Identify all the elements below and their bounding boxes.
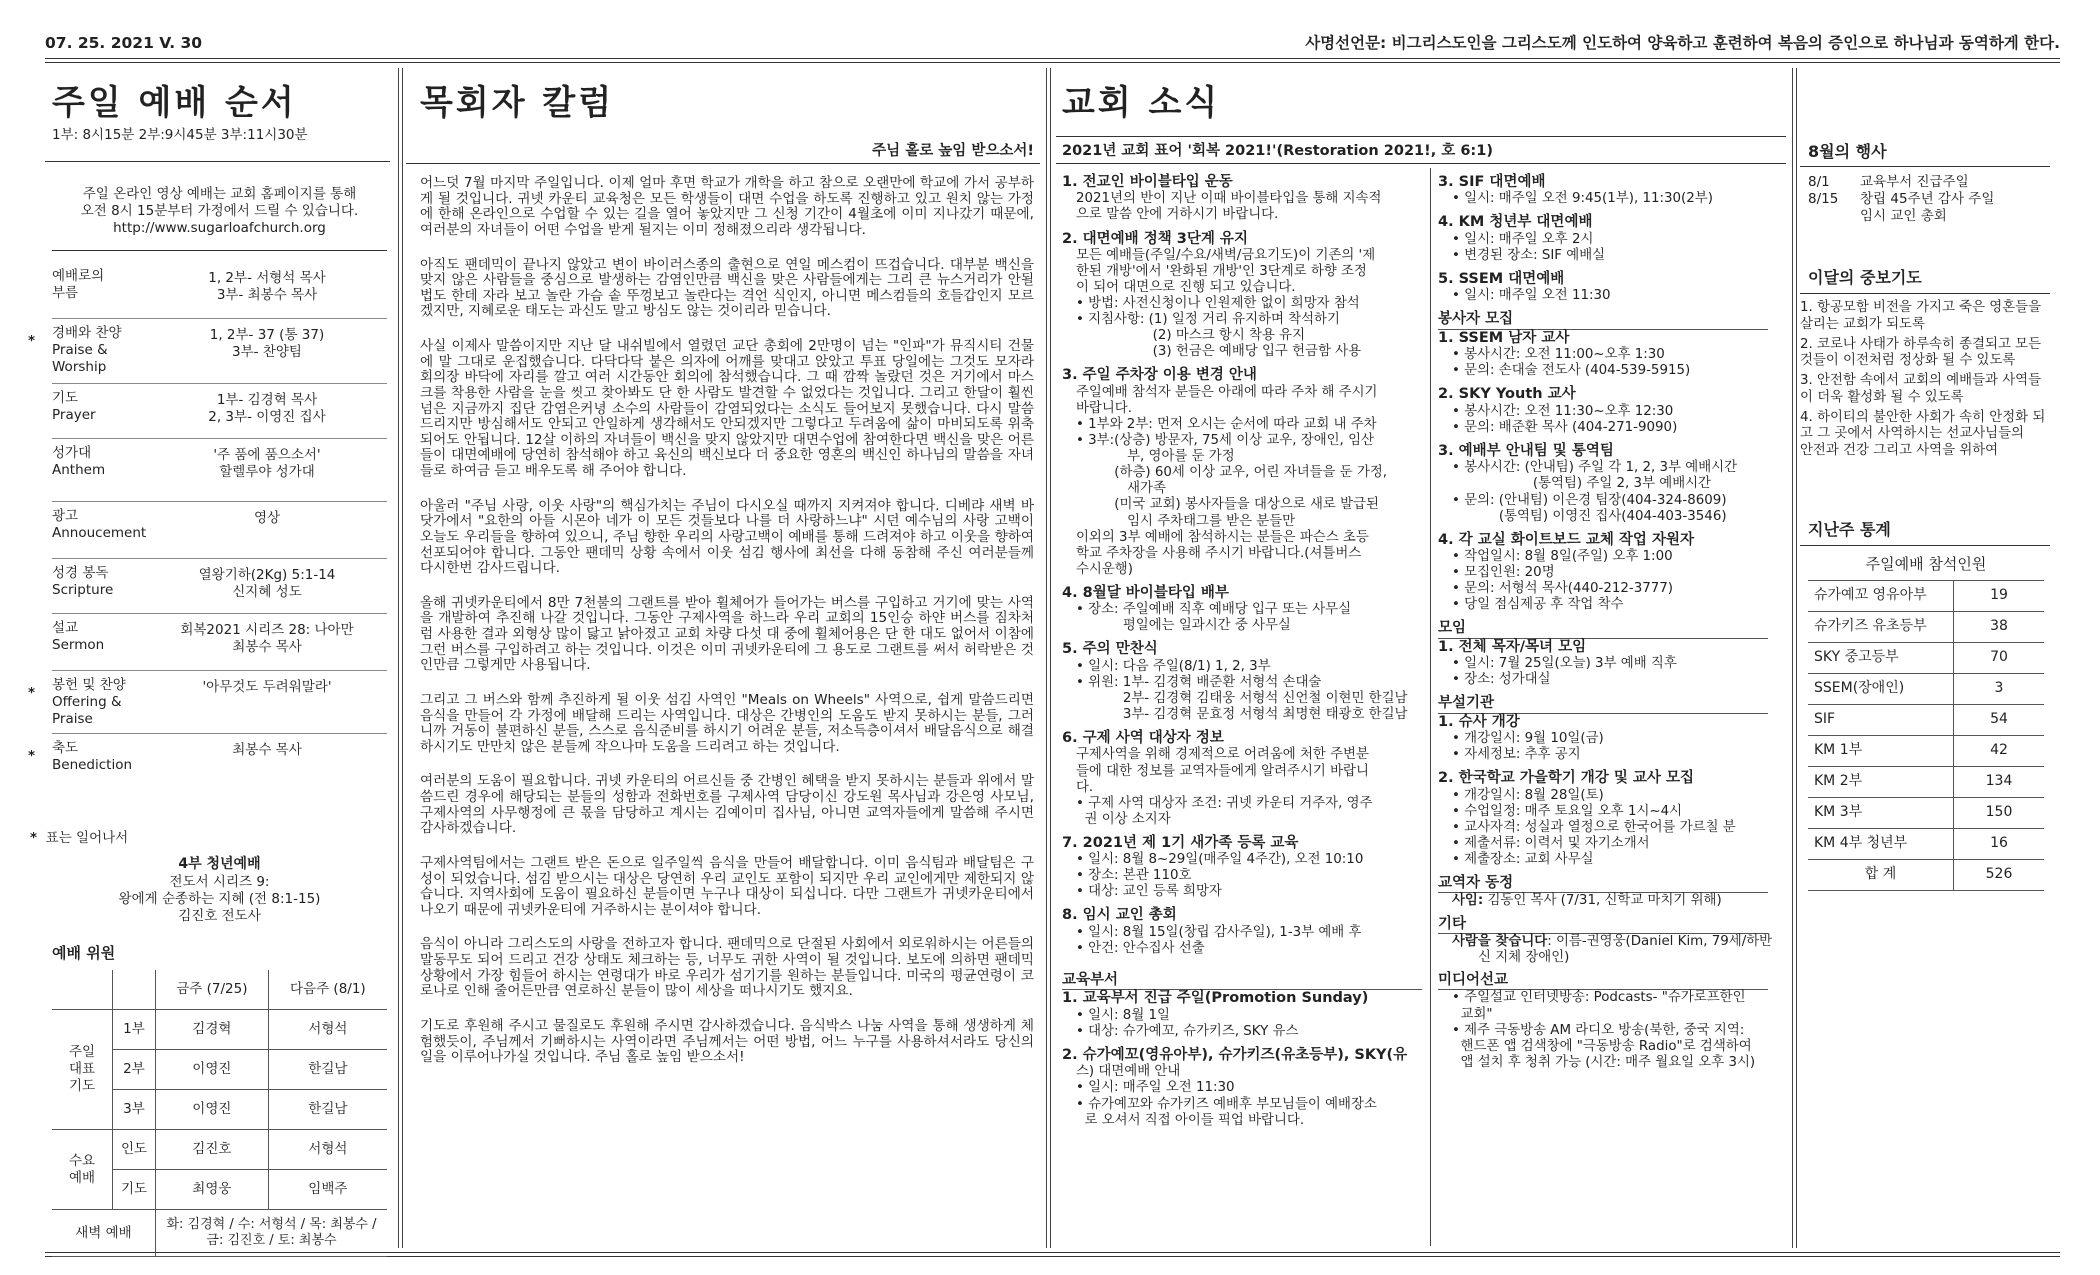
committee-cell: 김진호 <box>156 1130 269 1170</box>
missing-person-label: 사람을 찾습니다 <box>1452 933 1548 949</box>
news-item-line: 부, 영아를 둔 가정 <box>1076 449 1235 465</box>
news-item-line: • 위원: 1부- 김경혁 배준환 서형석 손대술 <box>1076 674 1322 690</box>
youth-title: 4부 청년예배 <box>178 856 261 872</box>
news-item-line: • 슈가예꼬와 슈가키즈 예배후 부모님들이 예배장소 <box>1076 1096 1377 1112</box>
date-volume: 07. 25. 2021 V. 30 <box>45 34 203 52</box>
order-label: 봉헌 및 찬양 Offering & Praise <box>52 677 126 727</box>
stats-name: 슈가예꼬 영유아부 <box>1808 581 1954 612</box>
youth-line: 전도서 시리즈 9: <box>169 873 270 890</box>
news-item-line: 구제사역을 위해 경제적으로 어려움에 처한 주변분 <box>1076 747 1369 763</box>
worship-order-item <box>28 734 387 776</box>
event-item <box>1808 174 2048 191</box>
news-item-line: • 제출서류: 이력서 및 자기소개서 <box>1452 835 1650 851</box>
news-item-line: • 장소: 본관 110호 <box>1076 868 1192 884</box>
standing-mark: * <box>28 748 36 764</box>
order-value: 영상 <box>253 510 281 526</box>
news-item-line: 주일예배 참석자 분들은 아래에 따라 주차 해 주시기 <box>1076 384 1378 400</box>
online-notice <box>52 186 387 237</box>
column-paragraph: 구제사역팀에서는 그랜트 받은 돈으로 일주일씩 음식을 만들어 배달합니다. 이미 음식팀과 배달팀은 구성이 되었습니다. 섬김 받으시는 대상은 당연히 우리 교인도 포함이 되지만 우리 교인에게만 제한되지 않습니다. 지역사회에 도움이 필요하신 분들이면 누구나 대상이 되십니다. 다만 그랜트가 귀넷카운티에서 나오기 때문에 귀넷카운티에 거주하시는 분이셔야 합니다. <box>420 854 1035 918</box>
stand-note: * 표는 일어나서 <box>30 830 129 846</box>
news-item-heading: 5. 주의 만찬식 <box>1062 641 1158 658</box>
worship-order-item <box>52 559 387 614</box>
news-item-line: 2021년의 반이 지난 이때 바이블타입을 통해 지속적 <box>1076 191 1382 207</box>
news-item-line: 들에 대한 정보를 교역자들에게 알려주시기 바랍니 <box>1076 763 1369 779</box>
stats-count: 3 <box>1954 674 2045 705</box>
order-value: 회복2021 시리즈 28: 나아만 최봉수 목사 <box>180 622 354 655</box>
committee-cell: 임백주 <box>268 1170 387 1210</box>
worship-order-item <box>52 614 387 671</box>
news-item-line: • 교사자격: 성실과 열정으로 한국어를 가르칠 분 <box>1452 819 1736 835</box>
event-date: 8/15 <box>1808 191 1839 207</box>
committee-cell: 이영진 <box>156 1050 269 1090</box>
online-notice-line: 오전 8시 15분부터 가정에서 드릴 수 있습니다. <box>80 203 359 219</box>
stats-head: 주일예배 참석인원 <box>1808 548 2044 581</box>
news-item-line: • 장소: 성가대실 <box>1452 672 1551 688</box>
divider <box>45 161 390 162</box>
news-item-line: • 방법: 사전신청이나 인원제한 없이 희망자 참석 <box>1076 296 1360 312</box>
media-line: 핸드폰 앱 검색창에 "극동방송 Radio"로 검색하여 <box>1452 1038 1752 1054</box>
committee-cell: 한길남 <box>268 1050 387 1090</box>
stats-name: KM 3부 <box>1808 798 1954 829</box>
news-item-heading: 3. SIF 대면예배 <box>1438 174 1546 190</box>
news-item-heading: 3. 주일 주차장 이용 변경 안내 <box>1062 367 1257 384</box>
news-item-heading: 4. 8월달 바이블타입 배부 <box>1062 584 1229 601</box>
prayer-list <box>1800 300 2058 463</box>
news-item <box>1438 271 1783 304</box>
news-item <box>1438 386 1783 436</box>
order-label: 예배로의 부름 <box>52 268 105 301</box>
divider <box>1800 545 2050 546</box>
events-title: 8월의 행사 <box>1808 142 1887 161</box>
worship-order-item <box>28 671 387 734</box>
news-item <box>1438 174 1783 207</box>
news-item-heading: 2. 대면예배 정책 3단계 유지 <box>1062 230 1248 247</box>
staff-news <box>1438 893 1783 909</box>
column-divider <box>1046 68 1051 1248</box>
order-label: 성가대 Anthem <box>52 445 106 478</box>
news-item-line: • 일시: 매주일 오후 2시 <box>1452 231 1594 247</box>
column-paragraph: 아직도 팬데믹이 끝나지 않았고 변이 바이러스종의 출현으로 연일 메스컴이 뜨겁습니다. 대부분 백신을 맞지 않은 사람들을 중심으로 발생하는 감염인만큼 백신을 맞은 사람들에게는 그리 큰 뉴스거리가 안될 법도 한데 자라 보고 놀란 가슴 솥 뚜껑보고 놀란다는 격언 식인지, 아니면 메스컴들의 호들갑인지 모르겠지만, 지혜로운 태도는 과신도 말고 방심도 않는 것이리라 믿습니다. <box>420 256 1034 320</box>
event-item <box>1808 191 2048 225</box>
worship-title: 주일 예배 순서 <box>52 83 297 123</box>
stats-count: 526 <box>1954 860 2045 891</box>
stats-row <box>1808 674 2044 705</box>
missing-person-text: : 이름-권영웅(Daniel Kim, 79세/하반 <box>1547 933 1773 949</box>
stats-count: 16 <box>1954 829 2045 860</box>
news-item <box>1062 641 1427 723</box>
news-item-heading: 5. SSEM 대면예배 <box>1438 271 1565 288</box>
stats-title: 지난주 통계 <box>1808 520 1891 539</box>
stats-count: 54 <box>1954 705 2045 736</box>
prayer-item: 4. 하이티의 불안한 사회가 속히 안정화 되 고 그 곳에서 사역하시는 선교사님들의 안전과 건강 그리고 사역을 위하여 <box>1800 409 2046 458</box>
news-item <box>1062 174 1427 224</box>
stats-name: SIF <box>1808 705 1954 736</box>
news-item <box>1062 990 1427 1040</box>
news-item <box>1438 330 1783 380</box>
news-item-line: 으로 말씀 안에 거하시기 바랍니다. <box>1076 207 1279 223</box>
news-item-line: 수시운행) <box>1076 561 1133 577</box>
event-text: 교육부서 진급주일 <box>1860 174 1969 190</box>
news-item <box>1062 730 1427 828</box>
order-label: 경배와 찬양 Praise & Worship <box>52 325 122 375</box>
news-item-line: • 일시: 다음 주일(8/1) 1, 2, 3부 <box>1076 658 1271 674</box>
prayer-item: 3. 안전함 속에서 교회의 예배들과 사역들 이 더욱 활성화 될 수 있도록 <box>1800 373 2042 405</box>
column-paragraph: 아울러 "주님 사랑, 이웃 사랑"의 핵심가치는 주님이 다시오실 때까지 지켜져야 합니다. 디베랴 새벽 바닷가에서 "요한의 아들 시몬아 네가 이 모든 것들보다 나를 더 사랑하느냐" 시던 예수님의 사랑 고백이 오늘도 우리들을 향하여 있으니, 주님 향한 우리의 사랑고백이 예배를 통해 드려져야 하고 이웃을 향하여 선포되어야 합니다. 그동안 팬데믹 상황 속에서 이웃 섬김 행사에 최선을 다해 동참해 주신 여러분들께 다시한번 감사드립니다. <box>420 497 1034 577</box>
news-item-line: • 당일 점심제공 후 작업 착수 <box>1452 597 1624 613</box>
committee-part: 인도 <box>113 1130 156 1170</box>
committee-dawn-label: 새벽 예배 <box>52 1210 156 1257</box>
news-item-heading: 4. KM 청년부 대면예배 <box>1438 214 1593 231</box>
column-paragraph: 그리고 그 버스와 함께 추진하게 될 이웃 섬김 사역인 "Meals on Wheels" 사역으로, 쉽게 말씀드리면 음식을 만들어 각 가정에 배달해 드리는 사역입니다. 대상은 간병인의 도움도 받지 못하시는 분들, 그러니까 거동이 불편하신 분들, 스스로 음식준비를 하시기 어려운 분들, 저소득층이셔서 배달음식으로 해결하시기도 만만치 않은 분들께 작으나마 도움을 드리려고 하는 것입니다. <box>420 691 1034 755</box>
news-item-line: (하층) 60세 이상 교우, 어린 자녀들을 둔 가정, <box>1076 465 1388 481</box>
column-paragraph: 올해 귀넷카운티에서 8만 7천불의 그랜트를 받아 휠체어가 들어가는 버스를 구입하고 거기에 맞는 사역을 개발하여 추진해 나갈 것입니다. 그동안 구제사역을 하느라 우리 교회의 15인승 하얀 버스를 짐차처럼 사용한 결과 외형상 많이 닳고 낡아졌고 교회 차량 다섯 대 중에 휠체어용은 단 한 대도 없어서 이참에 그런 버스를 구입하려고 하는 것입니다. 이것은 이미 귀넷카운티에 그 용도로 그랜트를 써서 허락받은 것인만큼 그렇게만 사용됩니다. <box>420 594 1034 674</box>
stats-row <box>1808 612 2044 643</box>
news-category: 봉사자 모집 <box>1438 311 1768 329</box>
online-notice-line: 주일 온라인 영상 예배는 교회 홈페이지를 통해 <box>82 186 357 202</box>
order-label: 광고 Annoucement <box>52 508 147 541</box>
order-label: 축도 Benediction <box>52 740 133 773</box>
prayer-title: 이달의 중보기도 <box>1808 268 1922 287</box>
stats-row <box>1808 736 2044 767</box>
standing-mark: * <box>28 333 36 349</box>
order-value: 1부- 김경혁 목사 2, 3부- 이영진 집사 <box>208 392 326 425</box>
prayer-item: 1. 항공모함 비전을 가지고 죽은 영혼들을 살리는 교회가 되도록 <box>1800 300 2042 332</box>
news-item-line: • 개강일시: 8월 28일(토) <box>1452 787 1604 803</box>
news-divider <box>1430 168 1431 1246</box>
worship-order-item <box>52 502 387 559</box>
news-item-line: • 모집인원: 20명 <box>1452 565 1555 581</box>
order-value: '주 품에 품으소서' 할렐루야 성가대 <box>213 447 321 480</box>
news-item-line: • 문의: 손대술 전도사 (404-539-5915) <box>1452 363 1691 379</box>
news-item-line: • 수업일정: 매주 토요일 오후 1시~4시 <box>1452 803 1683 819</box>
news-item <box>1438 770 1783 868</box>
stats-count: 150 <box>1954 798 2045 829</box>
news-category: 교육부서 <box>1062 972 1422 990</box>
divider <box>406 163 1040 164</box>
stats-row <box>1808 643 2044 674</box>
worship-order-table <box>26 262 394 776</box>
news-item <box>1438 532 1783 614</box>
news-category: 부설기관 <box>1438 695 1768 713</box>
committee-part: 기도 <box>113 1170 156 1210</box>
stats-row <box>1808 829 2044 860</box>
news-item-line: 스) 대면예배 안내 <box>1076 1064 1181 1080</box>
news-item-line: • 지침사항: (1) 일정 거리 유지하며 착석하기 <box>1076 312 1340 328</box>
missing-person-notice <box>1438 934 1783 966</box>
stats-name: KM 1부 <box>1808 736 1954 767</box>
staff-news-label: 사임: <box>1452 893 1484 909</box>
column-paragraph: 어느덧 7월 마지막 주일입니다. 이제 얼마 후면 학교가 개학을 하고 참으로 오랜만에 학교에 가서 공부하게 될 것입니다. 귀넷 카운티 교육청은 모든 학생들이 대면 수업을 하도록 진행하고 있고 원치 않는 가정에 한해 온라인으로 수업할 수 있는 길을 열어 놓았지만 그 신청 기간이 4월초에 이미 지나갔기 때문에, 여러분의 자녀들이 어떤 수업을 받게 될지는 이미 정해졌으리라 생각됩니다. <box>420 175 1034 238</box>
news-item-line: • 1부와 2부: 먼저 오시는 순서에 따라 교회 내 주차 <box>1076 417 1377 433</box>
worship-order-section <box>52 82 387 144</box>
column-paragraph: 음식이 아니라 그리스도의 사랑을 전하고자 합니다. 팬데믹으로 단절된 사회에서 외로워하시는 어른들의 말동무도 되어 드리고 건강 상태도 체크하는 등, 너무도 귀한 사역이 될 것입니다. 보도에 의하면 팬데믹 상황에서 가장 힘들어 하시는 연령대가 바로 우리가 섬기기를 원하는 분들입니다. 미국의 평균연령이 코로나로 인해 줄어든만큼 연로하신 분들이 많이 세상을 떠나시기도 했지요. <box>420 936 1034 1000</box>
news-item <box>1438 639 1783 689</box>
worship-order-item <box>52 384 387 439</box>
news-item-line: • 봉사시간: 오전 11:00~오후 1:30 <box>1452 347 1665 363</box>
news-item-line: 바랍니다. <box>1076 400 1132 416</box>
news-title: 교회 소식 <box>1062 83 1221 123</box>
news-item-heading: 1. 교육부서 진급 주일(Promotion Sunday) <box>1062 990 1369 1007</box>
news-item <box>1062 585 1427 635</box>
events-list <box>1808 174 2048 225</box>
stats-count: 19 <box>1954 581 2045 612</box>
committee-cell: 서형석 <box>268 1010 387 1050</box>
standing-mark: * <box>28 685 36 701</box>
news-item-line: (2) 마스크 항시 착용 유지 <box>1076 328 1306 344</box>
order-value: 열왕기하(2Kg) 5:1-14 신지혜 성도 <box>198 567 336 600</box>
news-item-line: 한된 개방'에서 '완화된 개방'인 3단계로 하향 조정 <box>1076 264 1367 280</box>
news-item-line: 권 이상 소지자 <box>1076 811 1171 827</box>
news-item-line: • 문의: (안내팀) 이은경 팀장(404-324-8609) <box>1452 492 1727 508</box>
news-item <box>1062 835 1427 901</box>
news-item-line: 다. <box>1076 779 1094 795</box>
news-item <box>1062 1047 1427 1129</box>
news-item-line: 2부- 김경혁 김태웅 서형석 신언철 이현민 한길남 <box>1076 690 1408 706</box>
news-item-line: • 봉사시간: 오전 11:30~오후 12:30 <box>1452 403 1674 419</box>
committee-cell: 서형석 <box>268 1130 387 1170</box>
news-item-heading: 2. SKY Youth 교사 <box>1438 386 1576 403</box>
news-item-line: (통역팀) 이영진 집사(404-403-3546) <box>1452 508 1727 524</box>
news-item-line: • 대상: 교인 등록 희망자 <box>1076 884 1222 900</box>
news-item-line: • 변경된 장소: SIF 예배실 <box>1452 247 1606 263</box>
news-item-heading: 7. 2021년 제 1기 새가족 등록 교육 <box>1062 834 1299 851</box>
column-divider <box>1792 68 1797 1248</box>
news-item-line: • 일시: 매주일 오전 11:30 <box>1452 288 1611 304</box>
news-item-line: • 일시: 8월 15일(창립 감사주일), 1-3부 예배 후 <box>1076 924 1362 940</box>
missing-person-text: 신 지체 장애인) <box>1478 949 1570 965</box>
news-item-line: • 일시: 매주일 오전 9:45(1부), 11:30(2부) <box>1452 191 1713 207</box>
order-label: 기도 Prayer <box>52 390 96 423</box>
committee-head-this: 금주 (7/25) <box>156 970 269 1010</box>
mission-statement: 사명선언문: 비그리스도인을 그리스도께 인도하여 양육하고 훈련하여 복음의 증인으로 하나님과 동역하게 한다. <box>1305 34 2060 52</box>
stats-name: KM 2부 <box>1808 767 1954 798</box>
stats-name: KM 4부 청년부 <box>1808 829 1954 860</box>
news-item-line: (통역팀) 주일 2, 3부 예배시간 <box>1452 476 1711 492</box>
news-item-line: • 개강일시: 9월 10일(금) <box>1452 731 1604 747</box>
order-label: 설교 Sermon <box>52 620 105 653</box>
news-item-line: • 일시: 7월 25일(오늘) 3부 예배 직후 <box>1452 656 1677 672</box>
news-item-line: • 문의: 서형석 목사(440-212-3777) <box>1452 581 1674 597</box>
news-item-heading: 4. 각 교실 화이트보드 교체 작업 자원자 <box>1438 531 1694 548</box>
committee-head-next: 다음주 (8/1) <box>268 970 387 1010</box>
news-item-line: • 작업일시: 8월 8일(주일) 오후 1:00 <box>1452 549 1673 565</box>
youth-line: 왕에게 순종하는 지혜 (전 8:1-15) <box>118 890 321 907</box>
news-item-line: 새가족 <box>1076 481 1166 497</box>
committee-title: 예배 위원 <box>52 944 116 962</box>
news-item <box>1062 231 1427 361</box>
committee-dawn-value: 화: 김경혁 / 수: 서형석 / 목: 최봉수 / 금: 김진호 / 토: 최봉수 <box>156 1210 388 1257</box>
news-item <box>1438 214 1783 264</box>
news-category: 모임 <box>1438 620 1768 638</box>
divider <box>1056 136 1786 137</box>
news-item <box>1438 714 1783 764</box>
news-item-line: • 문의: 배준환 목사 (404-271-9090) <box>1452 419 1678 435</box>
stats-row <box>1808 860 2044 891</box>
worship-times: 1부: 8시15분 2부:9시45분 3부:11시30분 <box>52 126 308 143</box>
committee-part: 3부 <box>113 1090 156 1130</box>
news-item <box>1062 367 1427 577</box>
committee-part: 1부 <box>113 1010 156 1050</box>
column-divider <box>398 68 403 1248</box>
order-value: 1, 2부- 서형석 목사 3부- 최봉수 목사 <box>208 270 326 303</box>
media-line: • 제주 극동방송 AM 라디오 방송(북한, 중국 지역: <box>1452 1022 1745 1038</box>
committee-table <box>52 970 387 1257</box>
column-title: 목회자 칼럼 <box>420 83 615 123</box>
committee-cell: 김경혁 <box>156 1010 269 1050</box>
stats-row <box>1808 705 2044 736</box>
news-item-line: • 제출장소: 교회 사무실 <box>1452 851 1594 867</box>
news-item-line: 이외의 3부 예배에 참석하시는 분들은 파슨스 초등 <box>1076 529 1369 545</box>
committee-group-prayer: 주일 대표 기도 <box>52 1010 113 1130</box>
committee-cell: 이영진 <box>156 1090 269 1130</box>
event-date: 8/1 <box>1808 174 1830 190</box>
stats-name: 슈가키즈 유초등부 <box>1808 612 1954 643</box>
column-body <box>420 176 1034 1085</box>
column-tagline: 주님 홀로 높임 받으소서! <box>872 143 1034 159</box>
news-item-line: 모든 예배들(주일/수요/새벽/금요기도)이 기존의 '제 <box>1076 247 1376 263</box>
news-item-heading: 2. 슈가예꼬(영유아부), 슈가키즈(유초등부), SKY(유 <box>1062 1046 1408 1063</box>
divider <box>1800 166 2050 167</box>
worship-order-item <box>52 262 387 319</box>
news-item-line: • 3부:(상층) 방문자, 75세 이상 교우, 장애인, 임산 <box>1076 433 1374 449</box>
news-item-heading: 8. 임시 교인 총회 <box>1062 907 1177 924</box>
news-category: 기타 <box>1438 916 1768 934</box>
stats-row <box>1808 767 2044 798</box>
church-url-link[interactable]: http://www.sugarloafchurch.org <box>113 220 326 236</box>
church-motto: 2021년 교회 표어 '회복 2021!'(Restoration 2021!, 호 6:1) <box>1062 143 1493 159</box>
committee-cell: 한길남 <box>268 1090 387 1130</box>
news-item-line: • 대상: 슈가예꼬, 슈가키즈, SKY 유스 <box>1076 1023 1299 1039</box>
news-item-heading: 6. 구제 사역 대상자 정보 <box>1062 730 1224 747</box>
news-item-line: (미국 교회) 봉사자들을 대상으로 새로 발급된 <box>1076 497 1379 513</box>
news-item <box>1438 443 1783 525</box>
media-line: 앱 설치 후 청취 가능 (시간: 매주 월요일 오후 3시) <box>1452 1054 1756 1070</box>
news-item-heading: 1. 전교인 바이블타입 운동 <box>1062 174 1233 190</box>
news-item <box>1062 907 1427 957</box>
news-item-line: • 장소: 주일예배 직후 예배당 입구 또는 사무실 <box>1076 602 1352 618</box>
news-item-heading: 1. 전체 목자/목녀 모임 <box>1438 638 1587 655</box>
order-label: 성경 봉독 Scripture <box>52 565 114 598</box>
stats-count: 38 <box>1954 612 2045 643</box>
order-value: 1, 2부- 37 (통 37) 3부- 찬양팀 <box>209 327 325 360</box>
news-right-column <box>1438 174 1783 1071</box>
stats-name: 합 계 <box>1808 860 1954 891</box>
event-text: 창립 45주년 감사 주일 임시 교인 총회 <box>1860 191 1995 224</box>
column-paragraph: 사실 이제사 말씀이지만 지난 달 내쉬빌에서 열렸던 교단 총회에 2만명이 넘는 "인파"가 뮤직시티 건물에 말 그대로 운집했습니다. 다닥다닥 붙은 의자에 어깨를 맞대고 앉았고 투표 당일에는 그것도 모자라 회의장 바닥에 자리를 깔고 여러 시간동안 회의에 참석했습니다. 그 때 깜짝 놀랐던 것은 거기에서 마스크를 착용한 사람을 눈을 씻고 찾아봐도 단 한 사람도 발견할 수 없었다는 것입니다. 그리고 한달이 훨씬 넘은 지금까지 집단 감염은커녕 소수의 사람들이 감염되었다는 소식도 들어보지 못했습니다. 다시 말씀드리지만 방심해서도 안되고 안일하게 생각해서도 안되겠지만 그렇다고 두려움에 삶이 마비되도록 위축되어도 안됩니다. 12살 이하의 자녀들이 백신을 맞지 않았지만 대면수업에 참여한다면 백신을 맞은 어른들이 대면예배에 당연히 참석해야 하고 육신의 백신보다 더 중요한 영혼의 백신인 하나님의 말씀을 자녀들로 하여금 듣고 배우도록 해 주어야 합니다. <box>420 338 1035 479</box>
news-item-line: 평일에는 일과시간 중 사무실 <box>1076 618 1291 634</box>
stand-note-text: 표는 일어나서 <box>45 830 129 846</box>
news-category: 미디어선교 <box>1438 972 1768 990</box>
stats-count: 134 <box>1954 767 2045 798</box>
worship-order-item <box>52 439 387 502</box>
staff-news-text: 김동인 목사 (7/31, 신학교 마치기 위해) <box>1483 893 1722 909</box>
order-value: 최봉수 목사 <box>232 742 302 758</box>
committee-cell: 최영웅 <box>156 1170 269 1210</box>
news-item-line: 학교 주차장을 사용해 주시기 바랍니다.(셔틀버스 <box>1076 545 1362 561</box>
news-item-heading: 1. 슈사 개강 <box>1438 713 1520 730</box>
committee-group-wed: 수요 예배 <box>52 1130 113 1210</box>
stats-table <box>1808 548 2044 891</box>
column-paragraph: 기도로 후원해 주시고 물질로도 후원해 주시면 감사하겠습니다. 음식박스 나눔 사역을 통해 생생하게 체험했듯이, 주님께서 기뻐하시는 사역이라면 주님께서는 어떤 방법, 어느 누구를 사용하셔서라도 당신의 일을 이루어나가실 것입니다. 주님 홀로 높임 받으소서! <box>420 1017 1034 1066</box>
news-item-heading: 2. 한국학교 가을학기 개강 및 교사 모집 <box>1438 770 1694 787</box>
divider <box>1056 163 1786 164</box>
news-item-line: • 봉사시간: (안내팀) 주일 각 1, 2, 3부 예배시간 <box>1452 460 1738 476</box>
news-item-line: (3) 헌금은 예배당 입구 헌금함 사용 <box>1076 344 1362 360</box>
news-item-line: • 일시: 8월 8~29일(매주일 4주간), 오전 10:10 <box>1076 852 1364 868</box>
stats-count: 70 <box>1954 643 2045 674</box>
youth-worship <box>52 856 387 925</box>
stats-row <box>1808 581 2044 612</box>
news-item-line: • 안건: 안수집사 선출 <box>1076 940 1205 956</box>
news-item-line: 로 오셔서 직접 아이들 픽업 바랍니다. <box>1076 1112 1305 1128</box>
column-paragraph: 여러분의 도움이 필요합니다. 귀넷 카운티의 어르신들 중 간병인 혜택을 받지 못하시는 분들과 위에서 말씀드린 경우에 해당되는 분들의 성함과 전화번호를 구제사역 담당이신 강도원 목사님과 강은영 사모님, 구제사역의 사무행정에 큰 몫을 담당하고 계시는 김예이미 집사님, 아니면 교역자들에게 말씀해 주시면 감사하겠습니다. <box>420 773 1035 837</box>
youth-line: 김진호 전도사 <box>178 907 261 924</box>
stats-row <box>1808 798 2044 829</box>
stats-name: SSEM(장애인) <box>1808 674 1954 705</box>
news-item-heading: 1. SSEM 남자 교사 <box>1438 329 1570 346</box>
divider <box>52 250 387 251</box>
top-bar <box>45 34 2060 56</box>
media-line: • 주일설교 인터넷방송: Podcasts- "슈가로프한인 <box>1452 990 1746 1006</box>
stats-count: 42 <box>1954 736 2045 767</box>
news-item-line: 3부- 김경혁 문효정 서형석 최명현 태광호 한길남 <box>1076 706 1408 722</box>
order-value: '아무것도 두려워말라' <box>202 679 332 695</box>
stats-name: SKY 중고등부 <box>1808 643 1954 674</box>
news-item-line: • 구제 사역 대상자 조건: 귀넷 카운티 거주자, 영주 <box>1076 795 1373 811</box>
news-item-line: 임시 주차태그를 받은 분들만 <box>1076 513 1296 529</box>
worship-order-item <box>28 319 387 384</box>
divider <box>1800 293 2050 294</box>
news-item-line: • 자세정보: 추후 공지 <box>1452 747 1581 763</box>
news-item-line: 이 되어 대면으로 진행 되고 있습니다. <box>1076 280 1296 296</box>
media-line: 교회" <box>1452 1006 1493 1022</box>
news-item-heading: 3. 예배부 안내팀 및 통역팀 <box>1438 442 1614 459</box>
news-item-line: • 일시: 매주일 오전 11:30 <box>1076 1080 1235 1096</box>
top-rule <box>45 58 2060 63</box>
news-category: 교역자 동정 <box>1438 875 1768 893</box>
news-item-line: • 일시: 8월 1일 <box>1076 1007 1170 1023</box>
prayer-item: 2. 코로나 사태가 하루속히 종결되고 모든 것들이 이전처럼 정상화 될 수 있도록 <box>1800 336 2042 369</box>
news-left-column <box>1062 174 1427 1136</box>
committee-part: 2부 <box>113 1050 156 1090</box>
